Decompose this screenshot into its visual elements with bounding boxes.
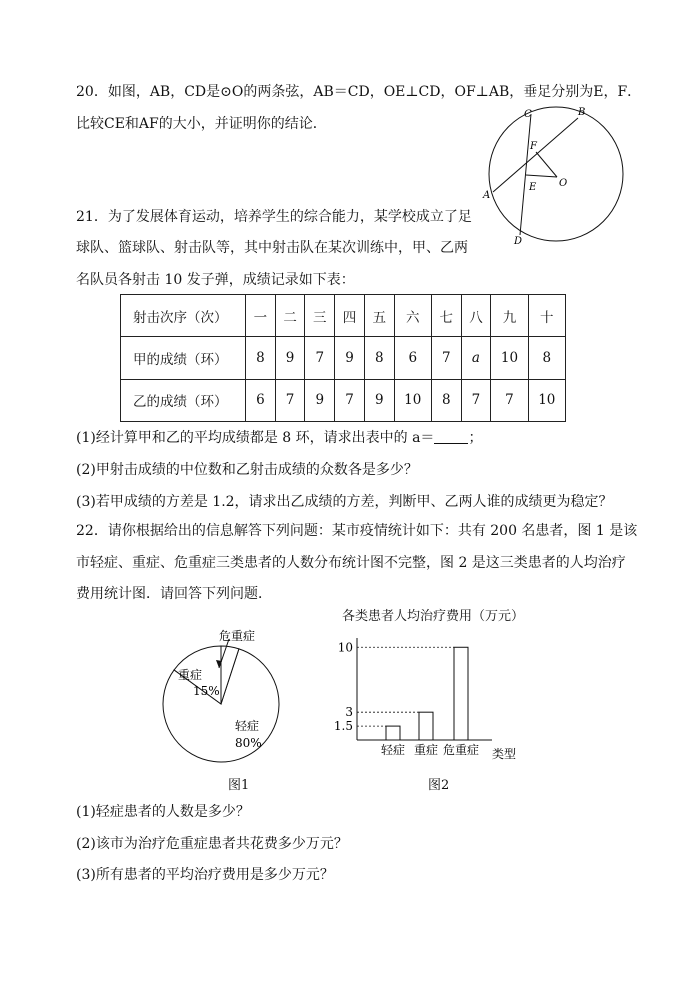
table-cell: 9 — [275, 337, 305, 379]
q22-sub2: (2)该市为治疗危重症患者共花费多少万元？ — [76, 836, 348, 852]
bar-chart-figure — [330, 630, 530, 765]
circle-diagram — [482, 104, 682, 254]
fig1-caption: 图1 — [228, 778, 250, 793]
table-cell: 7 — [461, 379, 491, 421]
score-table — [120, 294, 566, 422]
segment-of — [536, 152, 557, 177]
label-a: A — [483, 190, 491, 201]
table-row — [121, 379, 566, 421]
table-cell: 7 — [431, 337, 461, 379]
table-cell: 7 — [305, 337, 335, 379]
q21-sub1 — [76, 428, 482, 448]
table-cell: 10 — [491, 337, 528, 379]
table-cell: 10 — [528, 379, 565, 421]
pie-label-severe: 重症 — [178, 668, 203, 682]
x-category-label: 危重症 — [442, 743, 480, 757]
q20-line2: 比较CE和AF的大小，并证明你的结论． — [76, 116, 327, 132]
bar-1 — [419, 712, 433, 740]
fig2-caption: 图2 — [428, 778, 450, 793]
table-cell: 10 — [394, 379, 431, 421]
table-cell: 8 — [528, 337, 565, 379]
table-cell: 九 — [491, 295, 528, 337]
label-b: B — [578, 107, 586, 118]
circle-o — [489, 107, 623, 241]
bar-0 — [386, 726, 400, 740]
y-tick-label: 3 — [345, 705, 353, 720]
table-cell: 十 — [528, 295, 565, 337]
pie-label-critical: 危重症 — [219, 629, 256, 643]
table-cell: 射击次序（次） — [121, 295, 246, 337]
x-category-label: 重症 — [413, 743, 439, 757]
segment-oe — [526, 175, 557, 177]
bar-chart — [330, 630, 530, 765]
q22-sub1: (1)轻症患者的人数是多少？ — [76, 804, 250, 820]
table-cell: 6 — [394, 337, 431, 379]
q22-line3: 费用统计图．请回答下列问题． — [76, 586, 272, 602]
q21-line3: 名队员各射击 10 发子弹，成绩记录如下表： — [76, 272, 355, 288]
answer-blank[interactable] — [434, 429, 468, 444]
table-cell: 六 — [394, 295, 431, 337]
table-row — [121, 337, 566, 379]
table-cell: 五 — [364, 295, 394, 337]
q21-line2: 球队、篮球队、射击队等，其中射击队在某次训练中，甲、乙两 — [76, 240, 468, 256]
q21-line1: 21．为了发展体育运动，培养学生的综合能力，某学校成立了足 — [76, 209, 472, 225]
x-category-label: 轻症 — [380, 743, 406, 757]
pie-pct-severe: 15% — [193, 684, 220, 698]
q20-circle-figure — [482, 104, 682, 254]
q21-sub2: (2)甲射击成绩的中位数和乙射击成绩的众数各是多少？ — [76, 462, 418, 478]
bar-chart-title: 各类患者人均治疗费用（万元） — [342, 609, 525, 624]
table-cell: 八 — [461, 295, 491, 337]
pie-label-mild: 轻症 — [235, 719, 260, 733]
bar-2 — [454, 647, 468, 740]
table-cell: 四 — [335, 295, 365, 337]
q20-line1: 20．如图，AB，CD是⊙O的两条弦，AB＝CD，OE⊥CD，OF⊥AB，垂足分别为E，F． — [76, 84, 642, 100]
pie-chart — [160, 624, 310, 764]
table-cell: 一 — [246, 295, 276, 337]
table-cell: 7 — [335, 379, 365, 421]
q22-line1: 22．请你根据给出的信息解答下列问题：某市疫情统计如下：共有 200 名患者，图 1 是该 — [76, 523, 638, 539]
table-cell: 7 — [491, 379, 528, 421]
table-cell: 9 — [335, 337, 365, 379]
q21-sub3: (3)若甲成绩的方差是 1.2，请求出乙成绩的方差，判断甲、乙两人谁的成绩更为稳定？ — [76, 494, 613, 510]
q21-sub1-text: (1)经计算甲和乙的平均成绩都是 8 环，请求出表中的 a＝ — [76, 430, 435, 446]
label-e: E — [529, 182, 537, 193]
table-cell: 七 — [431, 295, 461, 337]
table-cell: 二 — [275, 295, 305, 337]
table-cell: 9 — [364, 379, 394, 421]
y-tick-label: 1.5 — [333, 719, 353, 734]
x-axis-label: 类型 — [492, 747, 517, 761]
q22-line2: 市轻症、重症、危重症三类患者的人数分布统计图不完整，图 2 是这三类患者的人均治疗 — [76, 555, 626, 571]
pie-chart-figure — [160, 624, 310, 764]
pie-pct-mild: 80% — [235, 736, 262, 750]
table-cell: 8 — [246, 337, 276, 379]
table-cell: 乙的成绩（环） — [121, 379, 246, 421]
label-d: D — [514, 236, 523, 247]
label-f: F — [530, 141, 537, 152]
table-cell: a — [461, 337, 491, 379]
table-cell: 甲的成绩（环） — [121, 337, 246, 379]
q21-sub1-end: ； — [468, 430, 483, 446]
chord-cd — [520, 114, 531, 235]
table-row — [121, 295, 566, 337]
q22-sub3: (3)所有患者的平均治疗费用是多少万元？ — [76, 867, 334, 883]
table-cell: 6 — [246, 379, 276, 421]
table-cell: 8 — [431, 379, 461, 421]
y-tick-label: 10 — [337, 640, 353, 655]
table-cell: 8 — [364, 337, 394, 379]
table-cell: 7 — [275, 379, 305, 421]
table-cell: 9 — [305, 379, 335, 421]
label-o: O — [559, 178, 568, 189]
table-cell: 三 — [305, 295, 335, 337]
label-c: C — [524, 109, 532, 120]
